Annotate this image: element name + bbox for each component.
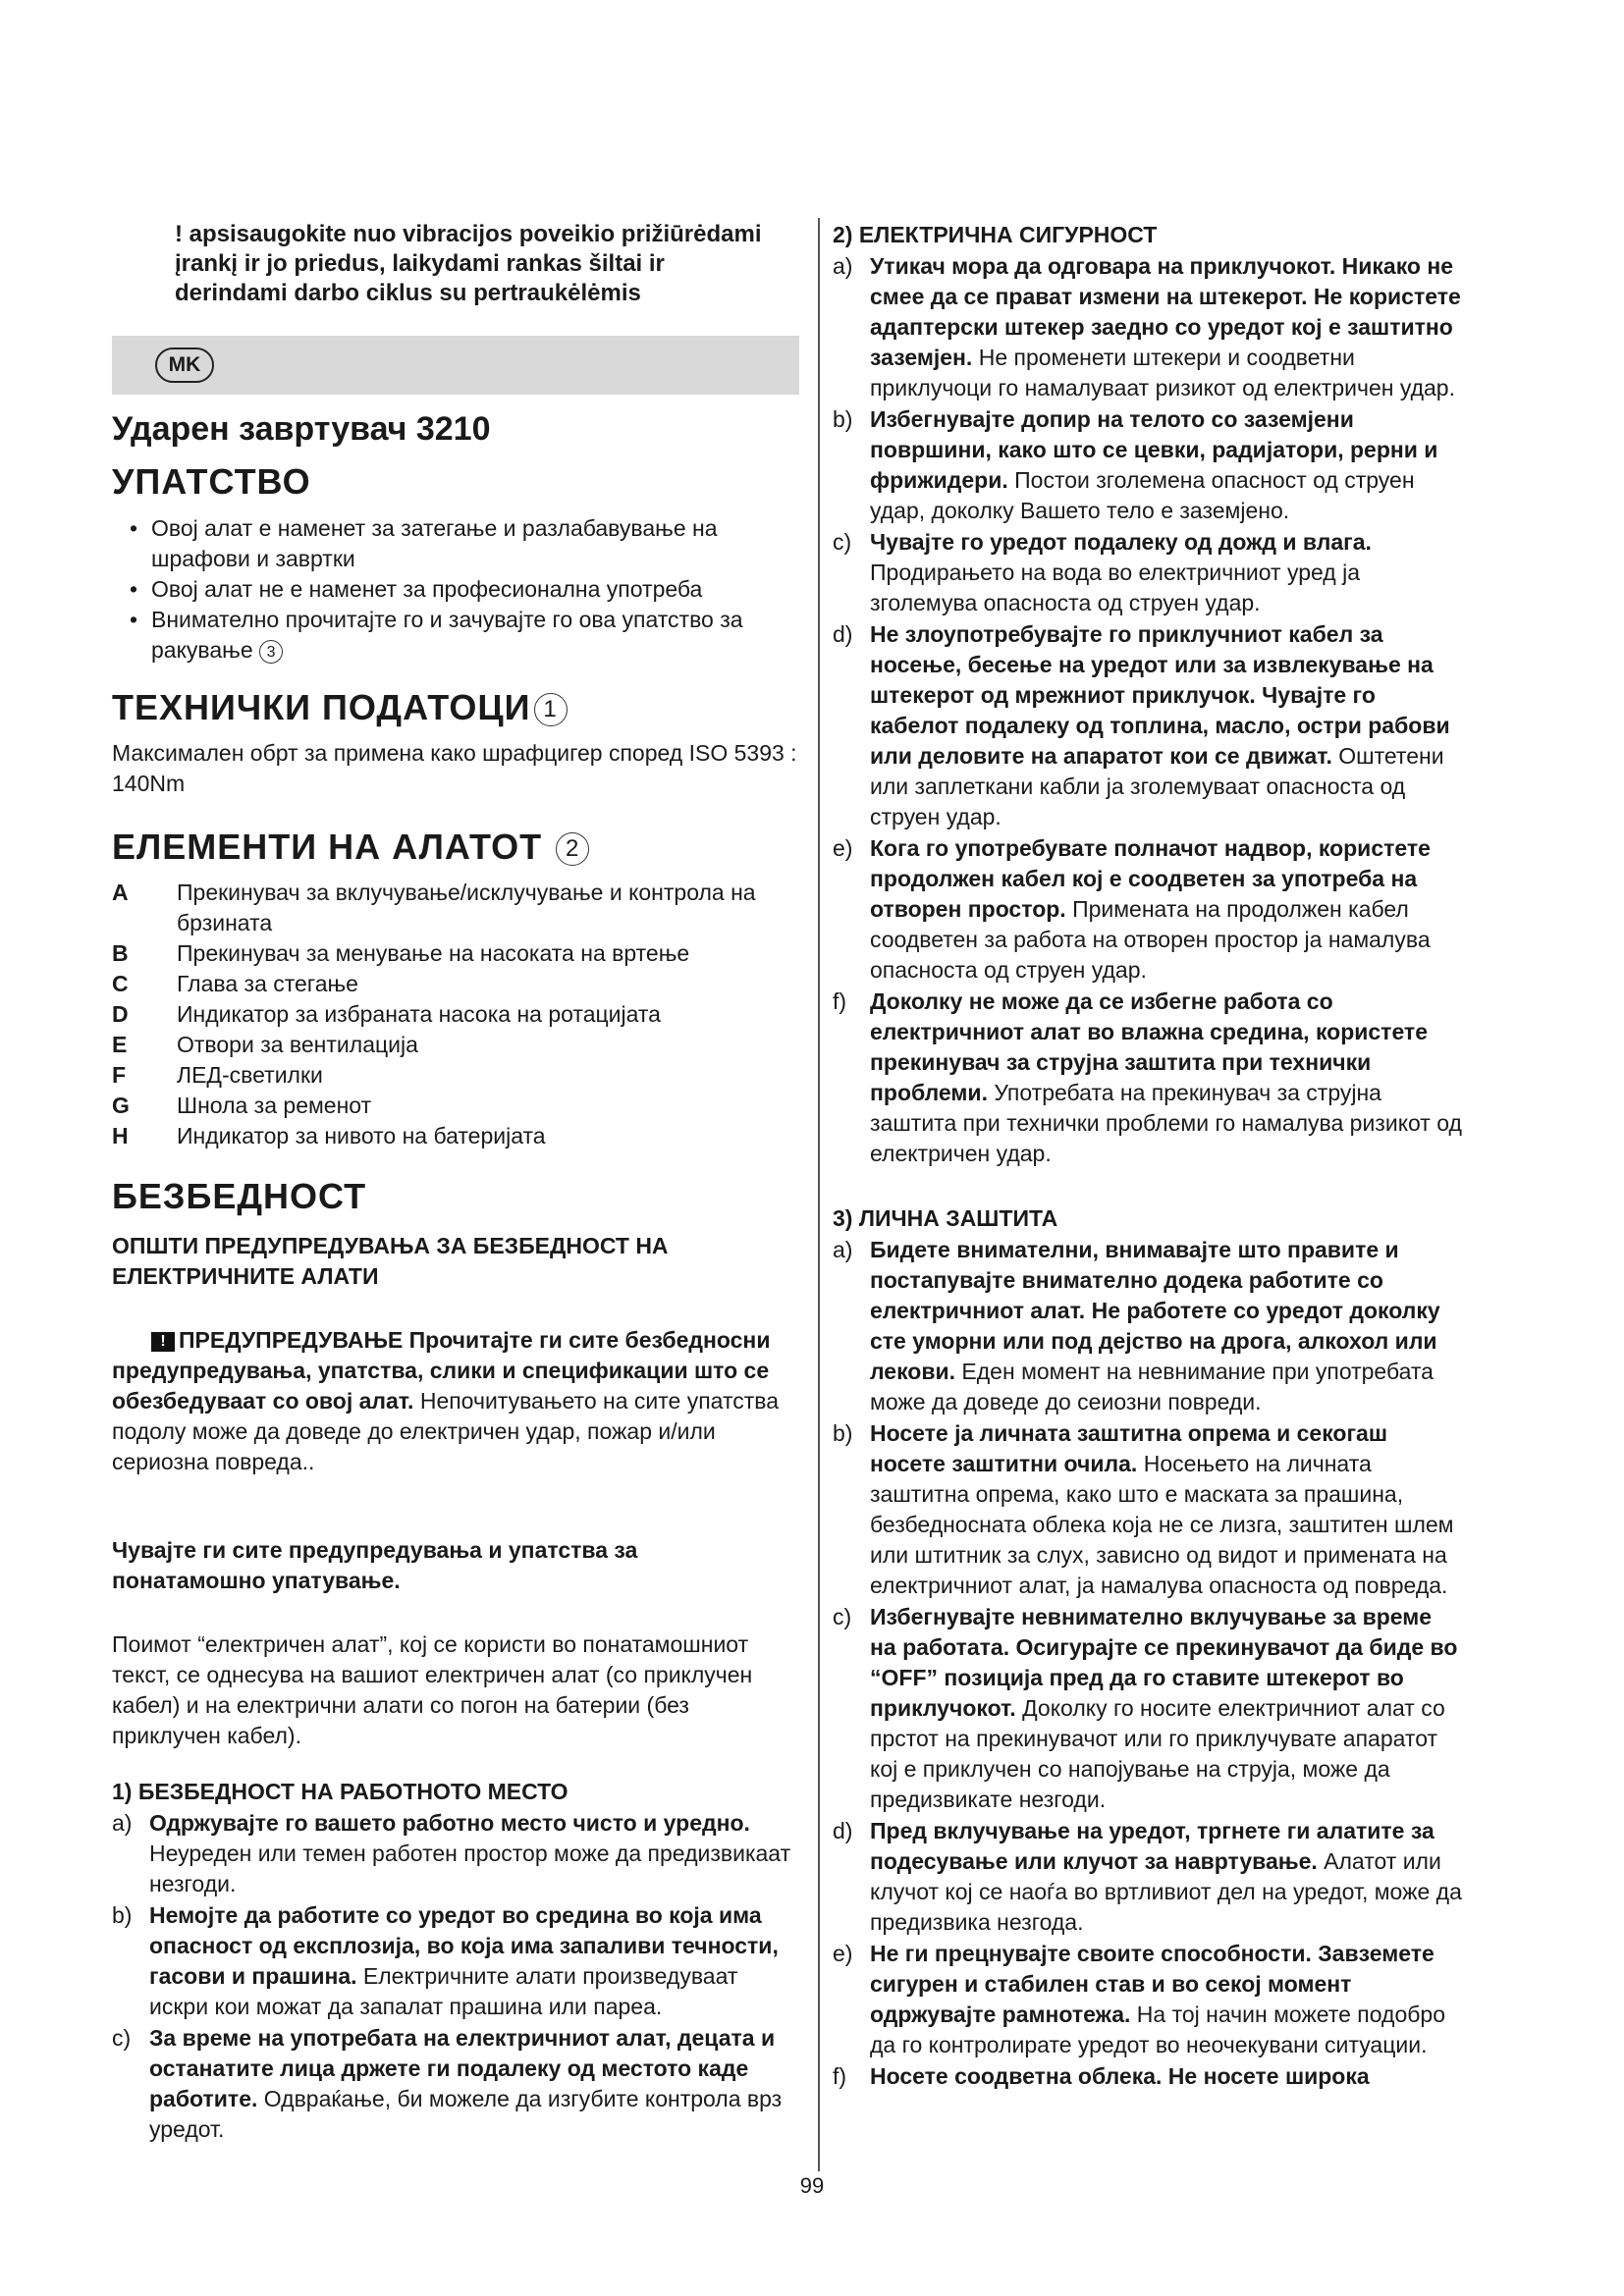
tool-element-letter: G [112,1093,130,1118]
section-3-items [833,1235,1463,2093]
section-2-items [833,251,1463,1170]
tool-element-text: Индикатор за избраната насока на ротацијата [177,1001,661,1027]
tool-element-text: Индикатор за нивото на батеријата [177,1123,546,1148]
safety-item-lead: Утикач мора да одговара на приклучокот. Никако не смее да се прават измени на штекерот. Не користете адаптерски штекер заедно со уредот кој е заштитно заземјен. [870,253,1461,370]
warning-block [112,1325,789,1477]
safety-item [833,2061,1463,2092]
safety-item-lead: Одржувајте го вашето работно место чисто и уредно. [149,1810,750,1836]
safety-item [833,987,1463,1169]
safety-item-lead: Немојте да работите со уредот во средина во која има опасност од експлозија, во која има запаливи течности, гасови и прашина. [149,1902,779,1989]
tool-element-text: Глава за стегање [177,971,358,996]
safety-item-rest: Продирањето на вода во електричниот уред ја зголемува опасноста од струен удар. [870,560,1361,615]
safety-item-lead: Носете ја личната заштитна опрема и секогаш носете заштитни очила. [870,1420,1388,1476]
tool-element-text: ЛЕД-светилки [177,1062,323,1088]
tool-element-item [112,969,799,999]
tool-elements-list [112,878,799,1151]
term-definition: Поимот “електричен алат”, кој се користи во понатамошниот текст, се однесува на вашиот електричен алат (со приклучен кабел) и на електрични алати со погон на батерии (без приклучен кабел). [112,1631,753,1748]
tool-element-item [112,1060,799,1091]
manual-bullets [112,513,799,666]
safety-item-rest: Носењето на личната заштитна опрема, како што е маската за прашина, безбедносната облека која не се лизга, заштитен шлем или штитник за слух, зависно од видот и примената на електричниот алат, ја намалува опасноста од повреда. [870,1451,1454,1598]
tool-element-item [112,878,799,938]
safety-heading: БЕЗБЕДНОСТ [112,1176,367,1216]
safety-item [833,619,1463,832]
safety-item-letter: d) [833,1818,853,1843]
safety-item-letter: a) [833,253,853,279]
section-1-items [112,1808,799,2146]
tool-element-letter: C [112,971,129,996]
safety-item-lead: За време на употребата на електричниот алат, децата и останатите лица држете ги подалеку од местото каде работите. [149,2025,776,2111]
tool-elements-heading: ЕЛЕМЕНТИ НА АЛАТОТ 2 [112,827,589,868]
manual-heading: УПАТСТВО [112,461,311,502]
safety-item-rest: Одвраќање, би можеле да изгубите контрола врз уредот. [149,2086,783,2142]
tool-element-item [112,999,799,1030]
safety-item-rest: Постои зголемена опасност од струен удар, доколку Вашето тело е заземјено. [870,467,1415,523]
tool-element-letter: E [112,1032,128,1057]
safety-item-lead: Избегнувајте допир на телото со заземјени површини, како што се цевки, радијатори, рерни и фрижидери. [870,406,1438,493]
safety-item-rest: Доколку го носите електричниот алат со прстот на прекинувачот или го приклучувате апаратот кој е приклучен со напојување на струја, може да предизвикате незгоди. [870,1695,1445,1812]
tech-data-heading: ТЕХНИЧКИ ПОДАТОЦИ 1 [112,687,568,728]
safety-item-rest: Електричните алати произведуваат искри кои можат да запалат прашина или пареа. [149,1963,738,2019]
safety-item-letter: d) [833,621,853,647]
safety-item-rest: Употребата на прекинувач за струјна заштита при технички проблеми го намалува ризикот од електричен удар. [870,1080,1462,1166]
figure-ref-badge: 3 [259,640,283,664]
product-title: Ударен завртувач 3210 [112,410,491,448]
tool-element-letter: H [112,1123,129,1148]
safety-item [833,833,1463,986]
intro-text: ! apsisaugokite nuo vibracijos poveikio prižiūrėdami įrankį ir jo priedus, laikydami rankas šiltai ir derindami darbo ciklus su pertraukėlėmis [175,221,762,306]
safety-item [833,527,1463,618]
tool-element-letter: F [112,1062,127,1088]
tool-element-text: Прекинувач за менување на насоката на вртење [177,940,690,966]
safety-item [833,1602,1463,1815]
language-badge: MK [155,347,214,383]
safety-item-letter: f) [833,988,847,1014]
warning-bold-text: Прочитајте ги сите безбедносни предупредувања, упатства, слики и спецификации што се обезбедуваат со овој алат. [112,1327,771,1414]
safety-item-letter: c) [833,1604,852,1629]
safety-subheading: ОПШТИ ПРЕДУПРЕДУВАЊА ЗА БЕЗБЕДНОСТ НА ЕЛЕКТРИЧНИТЕ АЛАТИ [112,1233,669,1289]
safety-item-lead: Не ги прецнувајте своите способности. Завземете сигурен и стабилен став и во секој момент одржувајте рамнотежа. [870,1941,1435,2027]
section-1-heading: 1) БЕЗБЕДНОСТ НА РАБОТНОТО МЕСТО [112,1779,568,1804]
safety-item-letter: c) [112,2025,132,2051]
safety-item-lead: Бидете внимателни, внимавајте што правите и постапувајте внимателно додека работите со електричниот алат. Не работете со уредот доколку сте уморни или под дејство на дрога, алкохол или лекови. [870,1237,1440,1384]
safety-item-letter: a) [833,1237,853,1262]
safety-item-letter: a) [112,1810,133,1836]
safety-item [112,1808,799,1899]
safety-item [833,1816,1463,1938]
tool-element-item [112,1091,799,1121]
safety-item [112,2023,799,2145]
safety-item-rest: Оштетени или заплеткани кабли ја зголемуваат опасноста од струен удар. [870,743,1444,829]
safety-item [112,1900,799,2022]
safety-item-lead: Чувајте го уредот подалеку од дожд и влага. [870,529,1372,555]
warning-label: ПРЕДУПРЕДУВАЊЕ [179,1327,404,1353]
safety-item-rest: Не променети штекери и соодветни приклучоци го намалуваат ризикот од електричен удар. [870,345,1455,400]
tool-element-item [112,938,799,969]
safety-item [833,1235,1463,1417]
tool-element-text: Шнола за ременот [177,1093,372,1118]
safety-item-lead: Пред вклучување на уредот, тргнете ги алатите за подесување или клучот за навртување. [870,1818,1435,1874]
safety-item [833,1418,1463,1601]
tool-element-item [112,1121,799,1151]
safety-item-letter: f) [833,2063,847,2089]
manual-bullet: • Овој алат не е наменет за професионална употреба [112,574,799,605]
safety-item-letter: e) [833,835,853,861]
safety-item-letter: b) [833,1420,853,1446]
figure-ref-badge: 1 [534,693,568,726]
tool-element-letter: A [112,880,129,905]
safety-item-lead: Избегнувајте невнимателно вклучување за време на работата. Осигурајте се прекинувачот да биде во “OFF” позиција пред да го ставите штекерот во приклучокот. [870,1604,1458,1721]
safety-item [833,251,1463,403]
tool-element-item [112,1030,799,1060]
page-number: 99 [799,2173,825,2198]
safety-item-rest: Неуреден или темен работен простор може да предизвикаат незгоди. [149,1841,791,1896]
column-divider [818,218,820,2171]
manual-bullet: • Овој алат е наменет за затегање и разлабавување на шрафови и завртки [112,513,799,574]
safety-item-lead: Кога го употребувате полначот надвор, користете продолжен кабел кој е соодветен за употреба на отворен простор. [870,835,1431,922]
tool-element-text: Прекинувач за вклучување/исклучување и контрола на брзината [177,880,756,935]
tech-data-text: Максимален обрт за примена како шрафцигер според ISO 5393 : 140Nm [112,740,797,796]
figure-ref-badge: 2 [556,832,589,866]
safety-item-rest: На тој начин можете подобро да го контролирате уредот во неочекувани ситуации. [870,2002,1445,2057]
safety-item-rest: Еден момент на невнимание при употребата може да доведе до сеиозни повреди. [870,1359,1434,1415]
safety-item-letter: c) [833,529,852,555]
manual-bullet: • Внимателно прочитајте го и зачувајте го ова упатство за ракување 3 [112,605,799,666]
safety-item-lead: Носете соодветна облека. Не носете широка [870,2063,1370,2089]
keep-instructions: Чувајте ги сите предупредувања и упатства за понатамошно упатување. [112,1537,638,1593]
language-bar [112,336,799,395]
safety-item-letter: b) [833,406,853,432]
safety-item-letter: b) [112,1902,133,1928]
section-3-heading: 3) ЛИЧНА ЗАШТИТА [833,1205,1058,1231]
safety-item-lead: Доколку не може да се избегне работа со електричниот алат во влажна средина, користете прекинувач за струјна заштита при технички проблеми. [870,988,1428,1105]
safety-item-rest: Примената на продолжен кабел соодветен за работа на отворен простор ја намалува опасноста од струен удар. [870,896,1431,983]
tool-element-letter: B [112,940,129,966]
safety-item-rest: Алатот или клучот кој се наоѓа во вртливиот дел на уредот, може да предизвика незгода. [870,1848,1462,1935]
section-2-heading: 2) ЕЛЕКТРИЧНА СИГУРНОСТ [833,222,1158,247]
warning-triangle-icon: ! [151,1332,175,1352]
tool-element-letter: D [112,1001,129,1027]
safety-item-letter: e) [833,1941,853,1966]
safety-item [833,404,1463,526]
safety-item [833,1939,1463,2060]
tool-element-text: Отвори за вентилација [177,1032,418,1057]
warning-normal-text: Непочитувањето на сите упатства подолу може да доведе до електричен удар, пожар и/или сериозна повреда.. [112,1388,780,1474]
safety-item-lead: Не злоупотребувајте го приклучниот кабел за носење, бесење на уредот или за извлекување на штекерот од мрежниот приклучок. Чувајте го кабелот подалеку од топлина, масло, остри рабови или деловите на апаратот кои се движат. [870,621,1450,769]
